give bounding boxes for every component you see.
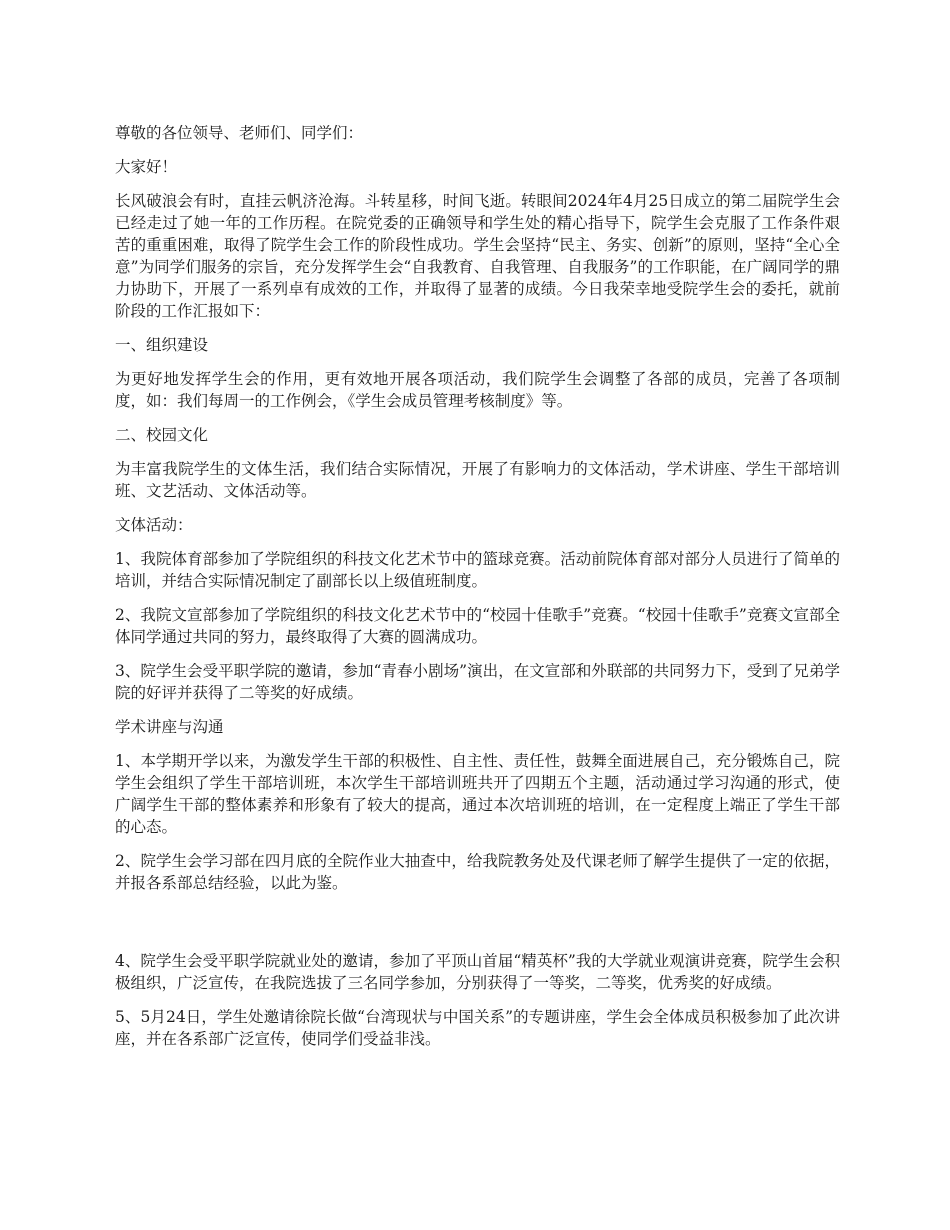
list-item: 3、院学生会受平职学院的邀请，参加“青春小剧场”演出，在文宣部和外联部的共同努力下，受到了兄弟学院的好评并获得了二等奖的好成绩。 (115, 662, 840, 702)
document-page (115, 122, 840, 1062)
subheading-lectures: 学术讲座与沟通 (115, 718, 224, 736)
list-item: 4、院学生会受平职学院就业处的邀请，参加了平顶山首届“精英杯”我的大学就业观演讲竞赛，院学生会积极组织，广泛宣传，在我院选拔了三名同学参加，分别获得了一等奖，二等奖，优秀奖的好成绩。 (115, 952, 840, 992)
list-item: 2、我院文宣部参加了学院组织的科技文化艺术节中的“校园十佳歌手”竞赛。“校园十佳歌手”竞赛文宣部全体同学通过共同的努力，最终取得了大赛的圆满成功。 (115, 606, 840, 646)
salutation: 尊敬的各位领导、老师们、同学们： (115, 124, 364, 142)
list-item: 1、本学期开学以来，为激发学生干部的积极性、自主性、责任性，鼓舞全面进展自己，充分锻炼自己，院学生会组织了学生干部培训班，本次学生干部培训班共开了四期五个主题，活动通过学习沟通的形式，使广阔学生干部的整体素养和形象有了较大的提高，通过本次培训班的培训，在一定程度上端正了学生干部的心态。 (115, 752, 840, 836)
section-heading-campus-culture: 二、校园文化 (115, 426, 209, 444)
subheading-sports-activities: 文体活动： (115, 516, 193, 534)
section-text-organization: 为更好地发挥学生会的作用，更有效地开展各项活动，我们院学生会调整了各部的成员，完善了各项制度，如：我们每周一的工作例会，《学生会成员管理考核制度》等。 (115, 370, 840, 410)
list-item: 2、院学生会学习部在四月底的全院作业大抽查中，给我院教务处及代课老师了解学生提供了一定的依据，并报各系部总结经验，以此为鉴。 (115, 852, 840, 892)
section-text-campus-culture: 为丰富我院学生的文体生活，我们结合实际情况，开展了有影响力的文体活动，学术讲座、学生干部培训班、文艺活动、文体活动等。 (115, 460, 840, 500)
list-item: 5、5月24日，学生处邀请徐院长做“台湾现状与中国关系”的专题讲座，学生会全体成员积极参加了此次讲座，并在各系部广泛宣传，使同学们受益非浅。 (115, 1008, 840, 1048)
intro-paragraph: 长风破浪会有时，直挂云帆济沧海。斗转星移，时间飞逝。转眼间2024年4月25日成立的第二届院学生会已经走过了她一年的工作历程。在院党委的正确领导和学生处的精心指导下，院学生会克服了工作条件艰苦的重重困难，取得了院学生会工作的阶段性成功。学生会坚持“民主、务实、创新”的原则，坚持“全心全意”为同学们服务的宗旨，充分发挥学生会“自我教育、自我管理、自我服务”的工作职能，在广阔同学的鼎力协助下，开展了一系列卓有成效的工作，并取得了显著的成绩。今日我荣幸地受院学生会的委托，就前阶段的工作汇报如下： (115, 192, 840, 320)
list-item: 1、我院体育部参加了学院组织的科技文化艺术节中的篮球竞赛。活动前院体育部对部分人员进行了简单的培训，并结合实际情况制定了副部长以上级值班制度。 (115, 550, 840, 590)
greeting: 大家好！ (115, 158, 178, 176)
section-heading-organization: 一、组织建设 (115, 336, 209, 354)
